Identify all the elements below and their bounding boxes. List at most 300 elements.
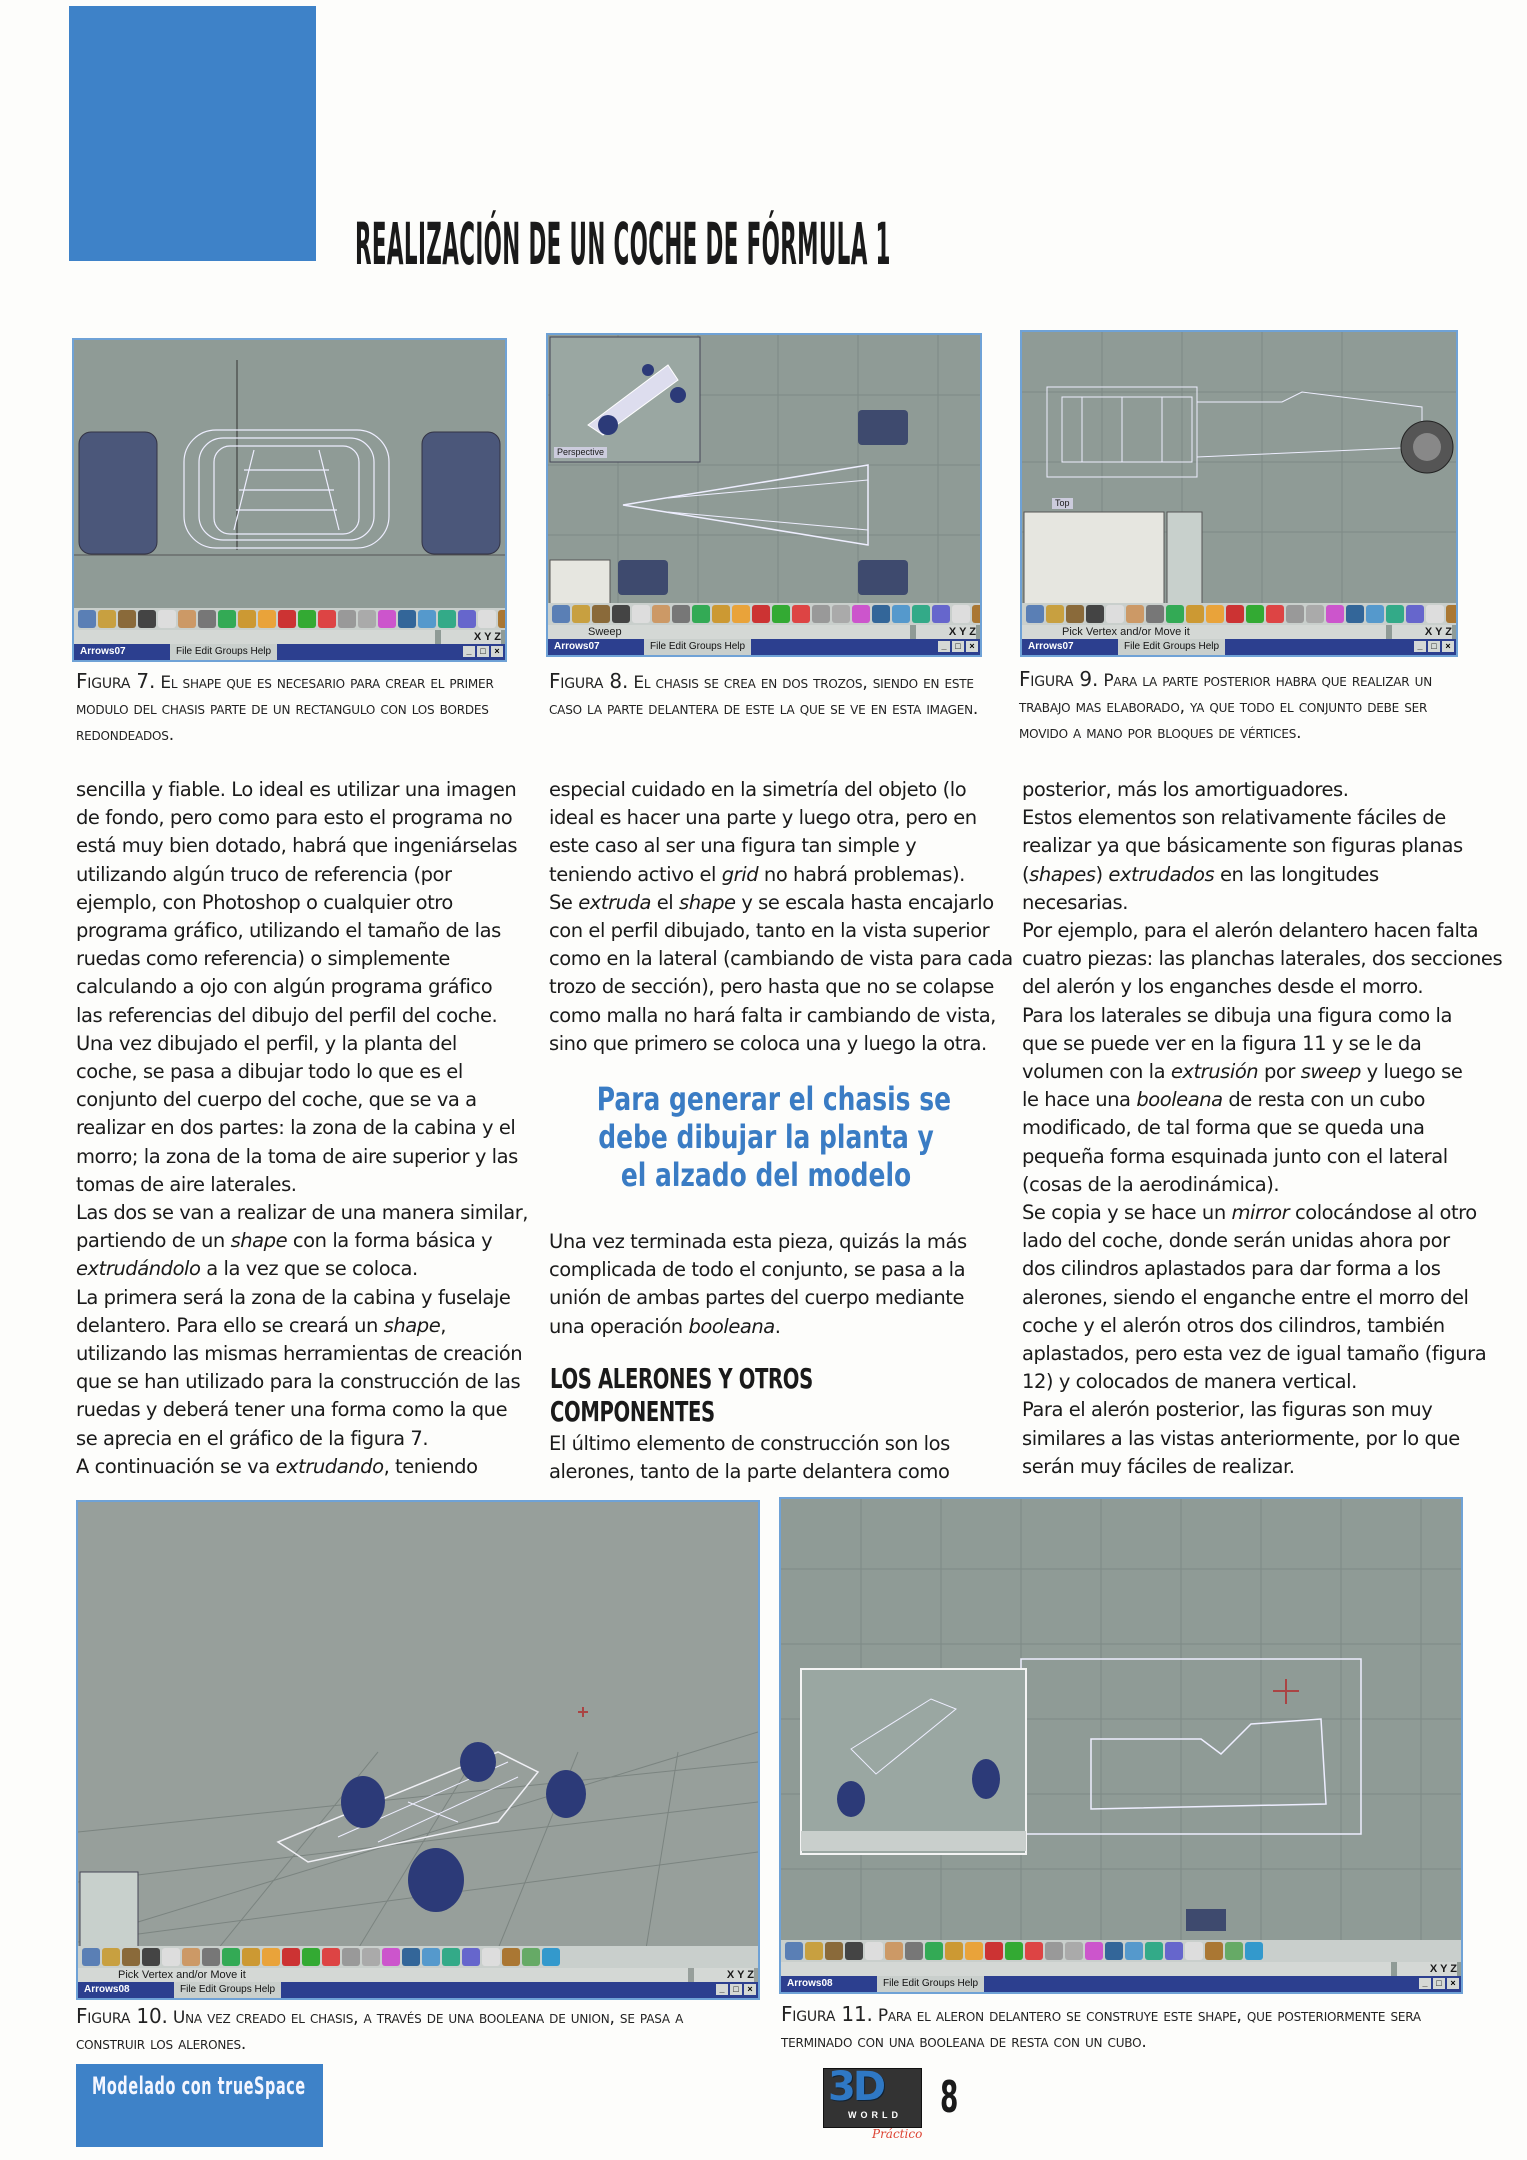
toolbar-tool-icon — [138, 610, 156, 628]
figure-9-screenshot — [1020, 330, 1458, 657]
software-title-bar — [548, 639, 980, 655]
text-run: coche, se pasa a dibujar todo lo que es el — [76, 1060, 463, 1084]
text-run: 12) y colocados de manera vertical. — [1022, 1370, 1357, 1394]
text-line — [1022, 973, 1502, 1001]
text-run: partiendo de un — [76, 1229, 231, 1253]
toolbar-tool-icon — [892, 605, 910, 623]
text-line — [1022, 1284, 1502, 1312]
toolbar-tool-icon — [118, 610, 136, 628]
viewport-label: Top — [1052, 498, 1073, 509]
toolbar-tool-icon — [1446, 605, 1456, 623]
text-line — [549, 776, 1013, 804]
text-run: tomas de aire laterales. — [76, 1172, 297, 1196]
text-line — [549, 861, 1013, 889]
text-run: conjunto del cuerpo del coche, que se va a — [76, 1088, 477, 1112]
text-run: que se han utilizado para la construcción de las — [76, 1370, 521, 1394]
toolbar-tool-icon — [712, 605, 730, 623]
toolbar-tool-icon — [122, 1948, 140, 1966]
text-line — [76, 1030, 528, 1058]
text-line — [76, 1284, 528, 1312]
toolbar-tool-icon — [1065, 1942, 1083, 1960]
text-line — [1022, 1171, 1502, 1199]
toolbar-tool-icon — [1025, 1942, 1043, 1960]
toolbar-tool-icon — [1046, 605, 1064, 623]
pull-quote — [549, 1080, 983, 1194]
toolbar-tool-icon — [342, 1948, 360, 1966]
toolbar-tool-icon — [572, 605, 590, 623]
window-control-icon: × — [1447, 1978, 1459, 1989]
text-run: La primera será la zona de la cabina y fuselaje — [76, 1285, 511, 1309]
text-run: (cosas de la aerodinámica). — [1022, 1172, 1280, 1196]
text-line — [76, 776, 528, 804]
toolbar-tool-icon — [1245, 1942, 1263, 1960]
text-run: coche y el alerón otros dos cilindros, también — [1022, 1313, 1445, 1337]
figure-7-caption — [76, 668, 516, 748]
text-line — [1022, 1114, 1502, 1142]
toolbar-tool-icon — [102, 1948, 120, 1966]
toolbar-tool-icon — [382, 1948, 400, 1966]
text-line — [76, 945, 528, 973]
text-line — [1022, 917, 1502, 945]
italic-term: grid — [721, 862, 759, 886]
toolbar-tool-icon — [1165, 1942, 1183, 1960]
text-run: alerones, siendo el enganche entre el morro del — [1022, 1285, 1469, 1309]
logo-script-text: Práctico — [872, 2127, 923, 2141]
toolbar-tool-icon — [258, 610, 276, 628]
toolbar-tool-icon — [502, 1948, 520, 1966]
text-run: Estos elementos son relativamente fáciles de — [1022, 806, 1446, 830]
text-run: delantero. Para ello se creará un — [76, 1313, 384, 1337]
text-line — [76, 973, 528, 1001]
toolbar-tool-icon — [612, 605, 630, 623]
menu-bar: File Edit Groups Help — [877, 1976, 984, 1992]
wheel-right — [422, 432, 500, 554]
text-run: de resta con un cubo — [1222, 1088, 1425, 1112]
window-controls — [938, 641, 978, 652]
toolbar-tool-icon — [182, 1948, 200, 1966]
window-control-icon: □ — [477, 646, 489, 657]
text-run: Para los laterales se dibuja una figura como la — [1022, 1003, 1452, 1027]
text-run: ) — [1095, 862, 1109, 886]
text-run: en las longitudes — [1214, 862, 1379, 886]
window-control-icon: _ — [716, 1984, 728, 1995]
pull-quote-line: Para generar el chasis se — [596, 1080, 952, 1118]
toolbar-tool-icon — [1086, 605, 1104, 623]
toolbar-tool-icon — [592, 605, 610, 623]
figure-11-caption — [781, 2001, 1461, 2055]
text-run: serán muy fáciles de realizar. — [1022, 1454, 1295, 1478]
caption-text: El chasis se crea en dos trozos, siendo en este caso la parte delantera de este la que se ve en esta imagen. — [549, 673, 979, 719]
text-run: posterior, más los amortiguadores. — [1022, 778, 1349, 801]
status-line: Pick Vertex and/or Move it — [1022, 625, 1386, 639]
figure-8-screenshot — [546, 333, 982, 657]
text-line — [1022, 945, 1502, 973]
body-column-3 — [1022, 776, 1502, 1481]
menu-bar: File Edit Groups Help — [174, 1982, 281, 1998]
software-title-bar — [781, 1976, 1461, 1992]
chassis-outline — [623, 465, 868, 545]
text-line — [76, 1396, 528, 1424]
window-control-icon: □ — [952, 641, 964, 652]
caption-label: Figura 8. — [549, 669, 629, 693]
figure-9-caption — [1019, 666, 1469, 746]
italic-term: extrudados — [1108, 862, 1215, 886]
caption-text: Una vez creado el chasis, a través de una booleana de union, se pasa a construir los alerones. — [76, 2008, 684, 2054]
text-run: realizar ya que básicamente son figuras planas — [1022, 834, 1463, 858]
toolbar-tool-icon — [162, 1948, 180, 1966]
toolbar-tool-icon — [262, 1948, 280, 1966]
text-run: por — [1258, 1060, 1301, 1084]
caption-label: Figura 11. — [781, 2002, 873, 2026]
text-line — [76, 1453, 528, 1481]
text-run: , — [440, 1313, 447, 1337]
text-line — [76, 1086, 528, 1114]
text-run: volumen con la — [1022, 1060, 1171, 1084]
text-line — [1022, 1086, 1502, 1114]
text-line — [1022, 1058, 1502, 1086]
text-run: Una vez terminada esta pieza, quizás la más — [549, 1230, 967, 1253]
text-line — [1022, 1453, 1502, 1481]
toolbar-tool-icon — [692, 605, 710, 623]
toolbar-tool-icon — [1366, 605, 1384, 623]
window-control-icon: □ — [1433, 1978, 1445, 1989]
text-line — [76, 1171, 528, 1199]
toolbar-tool-icon — [498, 610, 505, 628]
text-line — [76, 1368, 528, 1396]
toolbar-tool-icon — [398, 610, 416, 628]
toolbar-tool-icon — [522, 1948, 540, 1966]
text-run: trozo de sección), pero hasta que no se colapse — [549, 975, 994, 999]
text-run: teniendo activo el — [549, 862, 722, 886]
text-run: A continuación se va — [76, 1454, 276, 1478]
axis-toggles: X Y Z — [1392, 625, 1452, 639]
text-line — [549, 1030, 1013, 1058]
toolbar-tool-icon — [872, 605, 890, 623]
text-run: unión de ambas partes del cuerpo mediante — [549, 1286, 965, 1310]
software-title-bar — [78, 1982, 758, 1998]
text-line — [76, 889, 528, 917]
text-line — [76, 1199, 528, 1227]
toolbar-tool-icon — [885, 1942, 903, 1960]
text-line — [76, 1002, 528, 1030]
toolbar-tool-icon — [462, 1948, 480, 1966]
text-run: de fondo, pero como para esto el programa no — [76, 806, 513, 830]
window-control-icon: _ — [1419, 1978, 1431, 1989]
toolbar-tool-icon — [98, 610, 116, 628]
text-line — [1022, 804, 1502, 832]
toolbar-tool-icon — [282, 1948, 300, 1966]
text-run: especial cuidado en la simetría del objeto (lo — [549, 778, 967, 801]
toolbar-tool-icon — [1146, 605, 1164, 623]
italic-term: shapes — [1029, 862, 1096, 886]
text-run: ruedas y deberá tener una forma como la que — [76, 1398, 508, 1422]
text-run: este caso al ser una figura tan simple y — [549, 834, 917, 858]
text-run: El último elemento de construcción son los — [549, 1432, 950, 1455]
software-toolbar — [548, 603, 980, 625]
text-line — [549, 1228, 967, 1256]
text-line — [76, 804, 528, 832]
text-run: cuatro piezas: las planchas laterales, dos secciones — [1022, 947, 1503, 971]
toolbar-tool-icon — [785, 1942, 803, 1960]
toolbar-tool-icon — [338, 610, 356, 628]
text-line — [1022, 1227, 1502, 1255]
window-control-icon: × — [966, 641, 978, 652]
toolbar-tool-icon — [482, 1948, 500, 1966]
status-line — [781, 1962, 1391, 1976]
status-line — [74, 630, 435, 644]
text-line — [1022, 1312, 1502, 1340]
text-run: alerones, tanto de la parte delantera como — [549, 1460, 950, 1484]
body-column-2-middle — [549, 1228, 967, 1341]
menu-bar: File Edit Groups Help — [644, 639, 751, 655]
italic-term: shape — [383, 1313, 441, 1337]
text-line — [76, 1058, 528, 1086]
text-run: le hace una — [1022, 1088, 1137, 1112]
toolbar-tool-icon — [218, 610, 236, 628]
window-controls — [1419, 1978, 1459, 1989]
status-line: Pick Vertex and/or Move it — [78, 1968, 688, 1982]
italic-term: sweep — [1300, 1060, 1361, 1084]
text-line — [76, 1312, 528, 1340]
window-control-icon: □ — [1428, 641, 1440, 652]
toolbar-tool-icon — [1125, 1942, 1143, 1960]
figure-10-screenshot — [76, 1500, 760, 2000]
toolbar-tool-icon — [1226, 605, 1244, 623]
text-run: no habrá problemas). — [758, 862, 965, 886]
text-line — [549, 889, 1013, 917]
text-run: sencilla y fiable. Lo ideal es utilizar una imagen — [76, 778, 517, 801]
text-run: del alerón y los enganches desde el morro. — [1022, 975, 1424, 999]
window-controls — [716, 1984, 756, 1995]
toolbar-tool-icon — [945, 1942, 963, 1960]
page-number: 8 — [940, 2072, 959, 2123]
text-run: y se escala hasta encajarlo — [735, 890, 994, 914]
toolbar-tool-icon — [1026, 605, 1044, 623]
caption-label: Figura 9. — [1019, 667, 1099, 691]
text-line — [1022, 1143, 1502, 1171]
text-line — [1022, 1340, 1502, 1368]
text-run: Se — [549, 890, 579, 914]
figure-11-screenshot — [779, 1497, 1463, 1994]
toolbar-tool-icon — [158, 610, 176, 628]
caption-text: Para el aleron delantero se construye este shape, que posteriormente sera terminado con una booleana de resta con un cubo. — [781, 2006, 1421, 2052]
toolbar-tool-icon — [865, 1942, 883, 1960]
window-controls — [1414, 641, 1454, 652]
toolbar-tool-icon — [1326, 605, 1344, 623]
section-heading-line: COMPONENTES — [550, 1395, 715, 1428]
toolbar-tool-icon — [1306, 605, 1324, 623]
perspective-car-view — [78, 1502, 758, 1998]
italic-term: extrudando — [275, 1454, 384, 1478]
toolbar-tool-icon — [242, 1948, 260, 1966]
software-toolbar — [1022, 603, 1456, 625]
text-line — [549, 1284, 967, 1312]
toolbar-tool-icon — [222, 1948, 240, 1966]
toolbar-tool-icon — [1126, 605, 1144, 623]
text-run: ideal es hacer una parte y luego otra, pero en — [549, 806, 977, 830]
window-control-icon: _ — [938, 641, 950, 652]
italic-term: booleana — [688, 1314, 775, 1338]
toolbar-tool-icon — [1386, 605, 1404, 623]
text-run: que se puede ver en la figura 11 y se le da — [1022, 1031, 1422, 1055]
figure-10-caption — [76, 2003, 756, 2057]
toolbar-tool-icon — [772, 605, 790, 623]
text-line — [549, 1430, 950, 1458]
text-line — [1022, 1002, 1502, 1030]
toolbar-tool-icon — [1166, 605, 1184, 623]
toolbar-tool-icon — [1085, 1942, 1103, 1960]
logo-world-text: WORLD — [848, 2110, 902, 2120]
text-run: pequeña forma esquinada junto con el lateral — [1022, 1144, 1448, 1168]
text-line — [1022, 1368, 1502, 1396]
toolbar-tool-icon — [202, 1948, 220, 1966]
window-control-icon: □ — [730, 1984, 742, 1995]
text-line — [549, 945, 1013, 973]
caption-text: Para la parte posterior habra que realizar un trabajo mas elaborado, ya que todo el conjunto debe ser movido a mano por bloques de vértices. — [1019, 671, 1432, 743]
toolbar-tool-icon — [905, 1942, 923, 1960]
toolbar-tool-icon — [542, 1948, 560, 1966]
text-run: y luego se — [1360, 1060, 1463, 1084]
scene-name: Arrows07 — [1028, 641, 1074, 652]
text-run: como en la lateral (cambiando de vista para cada — [549, 947, 1013, 971]
menu-bar: File Edit Groups Help — [170, 644, 277, 660]
text-run: se aprecia en el gráfico de la figura 7. — [76, 1426, 429, 1450]
italic-term: extruda — [578, 890, 651, 914]
toolbar-tool-icon — [1045, 1942, 1063, 1960]
window-control-icon: _ — [1414, 641, 1426, 652]
body-column-1 — [76, 776, 528, 1481]
text-line — [76, 1340, 528, 1368]
text-line — [1022, 776, 1502, 804]
toolbar-tool-icon — [82, 1948, 100, 1966]
toolbar-tool-icon — [825, 1942, 843, 1960]
page-title: REALIZACIÓN DE UN COCHE DE FÓRMULA 1 — [355, 210, 891, 278]
text-run: modificado, de tal forma que se queda una — [1022, 1116, 1425, 1140]
text-run: Para el alerón posterior, las figuras son muy — [1022, 1398, 1433, 1422]
toolbar-tool-icon — [752, 605, 770, 623]
text-run: las referencias del dibujo del perfil del coche. — [76, 1003, 498, 1027]
toolbar-tool-icon — [478, 610, 496, 628]
text-run: con el perfil dibujado, tanto en la vista superior — [549, 919, 990, 943]
toolbar-tool-icon — [932, 605, 950, 623]
window-controls — [463, 646, 503, 657]
axis-toggles: X Y Z — [916, 625, 976, 639]
caption-text: El shape que es necesario para crear el primer modulo del chasis parte de un rectangulo con los bordes redondeados. — [76, 673, 494, 745]
toolbar-tool-icon — [805, 1942, 823, 1960]
status-line: Sweep — [548, 625, 910, 639]
toolbar-tool-icon — [1145, 1942, 1163, 1960]
toolbar-tool-icon — [1246, 605, 1264, 623]
body-column-2-bottom — [549, 1430, 950, 1486]
toolbar-tool-icon — [1206, 605, 1224, 623]
figure-7-screenshot — [72, 338, 507, 662]
text-run: complicada de todo el conjunto, se pasa a la — [549, 1258, 966, 1282]
text-run: aplastados, pero esta vez de igual tamaño (figura — [1022, 1342, 1487, 1366]
toolbar-tool-icon — [952, 605, 970, 623]
toolbar-tool-icon — [672, 605, 690, 623]
toolbar-tool-icon — [418, 610, 436, 628]
pull-quote-line: debe dibujar la planta y — [598, 1118, 934, 1156]
text-run: necesarias. — [1022, 890, 1128, 914]
text-line — [549, 1313, 967, 1341]
toolbar-tool-icon — [402, 1948, 420, 1966]
text-line — [1022, 861, 1502, 889]
text-run: a la vez que se coloca. — [200, 1257, 418, 1281]
toolbar-tool-icon — [1105, 1942, 1123, 1960]
caption-label: Figura 7. — [76, 669, 156, 693]
toolbar-tool-icon — [832, 605, 850, 623]
window-control-icon: × — [1442, 641, 1454, 652]
text-run: ruedas como referencia) o simplemente — [76, 947, 450, 971]
figure-8-caption — [549, 668, 999, 722]
text-run: Una vez dibujado el perfil, y la planta del — [76, 1031, 457, 1055]
text-run: similares a las vistas anteriormente, por lo que — [1022, 1426, 1460, 1450]
scene-name: Arrows07 — [80, 646, 126, 657]
section-heading-line: LOS ALERONES Y OTROS — [550, 1362, 813, 1395]
toolbar-tool-icon — [1185, 1942, 1203, 1960]
text-run: está muy bien dotado, habrá que ingeniárselas — [76, 834, 518, 858]
text-line — [549, 804, 1013, 832]
text-run: Por ejemplo, para el alerón delantero hacen falta — [1022, 919, 1479, 943]
toolbar-tool-icon — [1005, 1942, 1023, 1960]
logo-3d-text: 3D — [828, 2064, 884, 2110]
axis-toggles: X Y Z — [694, 1968, 754, 1982]
toolbar-tool-icon — [78, 610, 96, 628]
toolbar-tool-icon — [278, 610, 296, 628]
toolbar-tool-icon — [378, 610, 396, 628]
software-toolbar — [74, 608, 505, 630]
window-control-icon: _ — [463, 646, 475, 657]
software-toolbar — [781, 1940, 1461, 1962]
toolbar-tool-icon — [178, 610, 196, 628]
text-run: . — [774, 1314, 781, 1338]
decorative-blue-block — [69, 6, 316, 261]
italic-term: extrusión — [1170, 1060, 1259, 1084]
text-run: Se copia y se hace un — [1022, 1201, 1232, 1225]
toolbar-tool-icon — [1286, 605, 1304, 623]
toolbar-tool-icon — [925, 1942, 943, 1960]
italic-term: extrudándolo — [76, 1257, 201, 1281]
toolbar-tool-icon — [1225, 1942, 1243, 1960]
toolbar-tool-icon — [1106, 605, 1124, 623]
toolbar-tool-icon — [142, 1948, 160, 1966]
toolbar-tool-icon — [318, 610, 336, 628]
text-run: utilizando las mismas herramientas de creación — [76, 1342, 523, 1366]
toolbar-tool-icon — [1266, 605, 1284, 623]
toolbar-tool-icon — [1186, 605, 1204, 623]
toolbar-tool-icon — [812, 605, 830, 623]
toolbar-tool-icon — [845, 1942, 863, 1960]
wheel-left — [79, 432, 157, 554]
toolbar-tool-icon — [358, 610, 376, 628]
toolbar-tool-icon — [1426, 605, 1444, 623]
toolbar-tool-icon — [972, 605, 980, 623]
text-line — [1022, 1396, 1502, 1424]
toolbar-tool-icon — [632, 605, 650, 623]
scene-name: Arrows08 — [787, 1978, 833, 1989]
scene-name: Arrows08 — [84, 1984, 130, 1995]
text-line — [1022, 1425, 1502, 1453]
wing-shape — [1091, 1719, 1326, 1809]
toolbar-tool-icon — [1205, 1942, 1223, 1960]
text-run: programa gráfico, utilizando el tamaño de las — [76, 919, 501, 943]
text-line — [76, 1114, 528, 1142]
text-run: con la forma básica y — [287, 1229, 493, 1253]
text-run: una operación — [549, 1314, 689, 1338]
window-control-icon: × — [744, 1984, 756, 1995]
text-run: dos cilindros aplastados para dar forma a los — [1022, 1257, 1441, 1281]
toolbar-tool-icon — [442, 1948, 460, 1966]
